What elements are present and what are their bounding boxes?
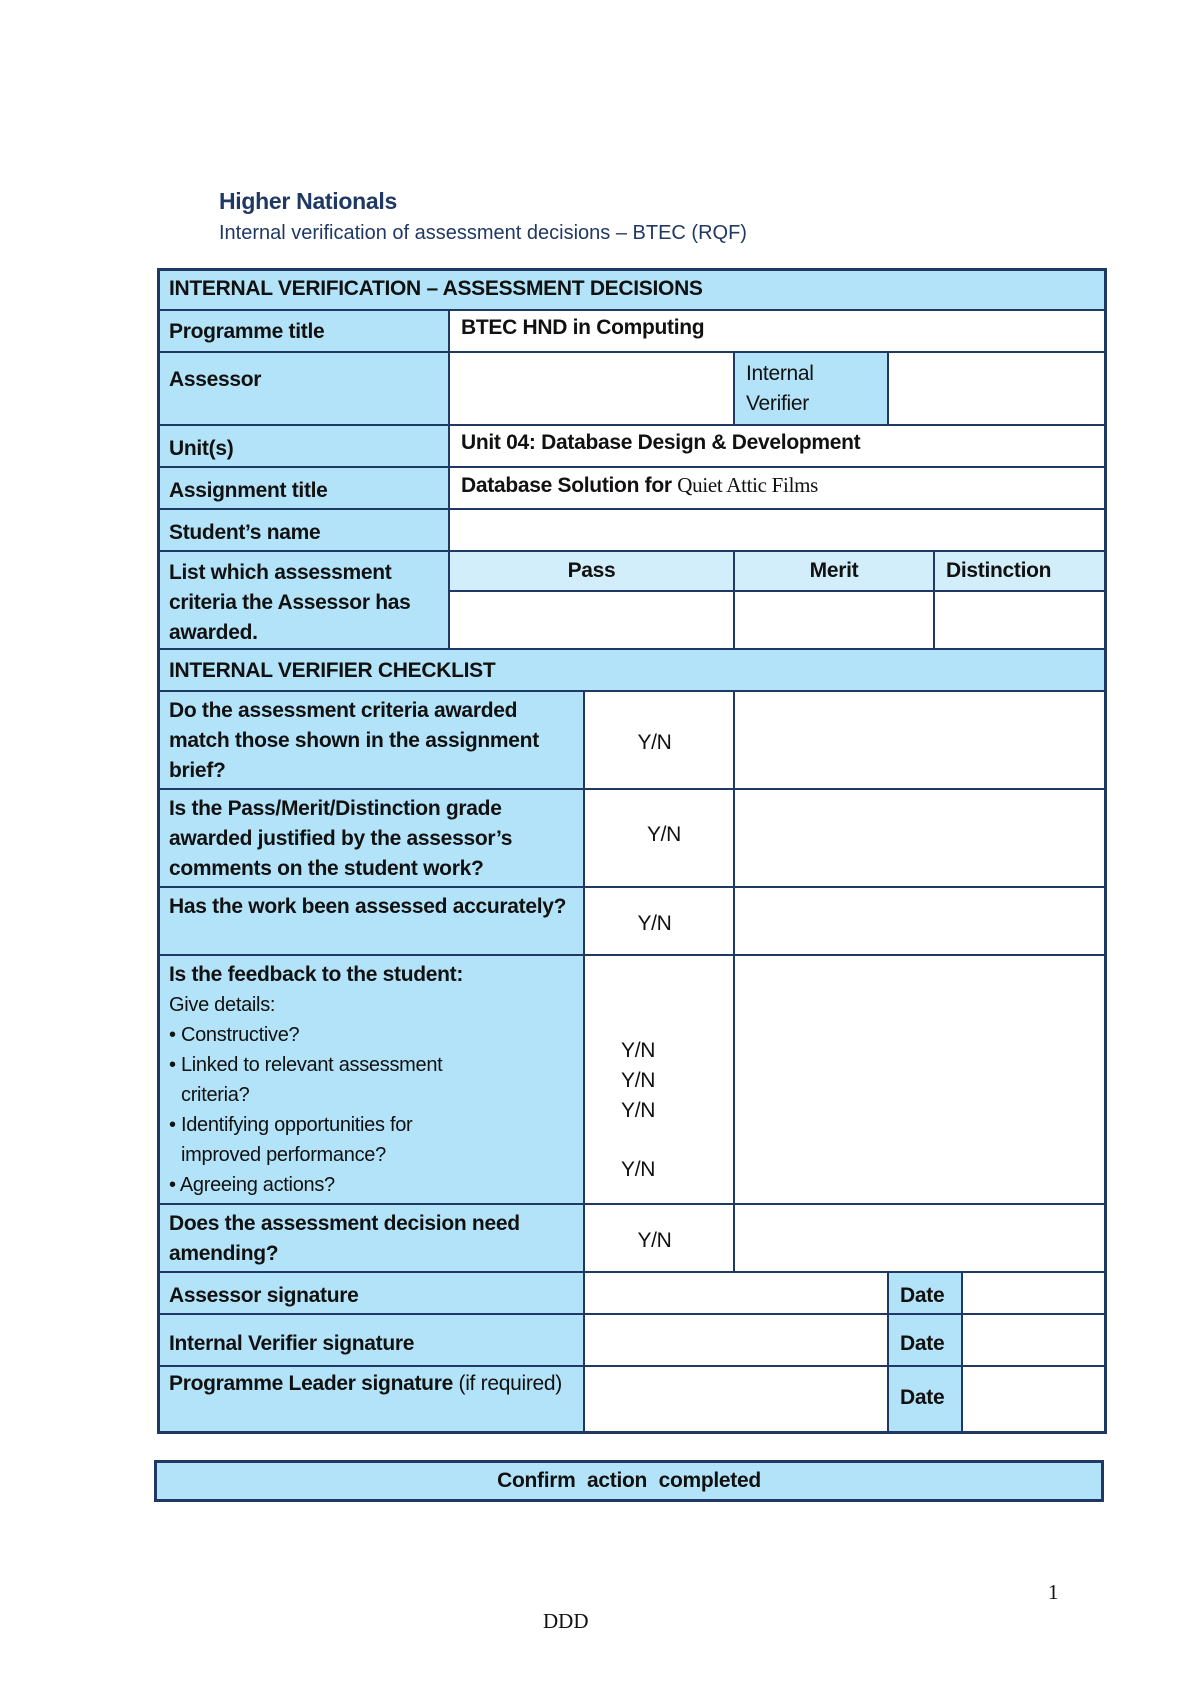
assignment-title-value[interactable] <box>449 467 1107 509</box>
programme-leader-text: Programme Leader signature <box>169 1372 453 1395</box>
checklist-question-criteria-match: Do the assessment criteria awarded match those shown in the assignment brief? <box>157 691 584 789</box>
internal-verifier-signature-field[interactable] <box>584 1314 888 1366</box>
assessor-signature-field[interactable] <box>584 1272 888 1314</box>
internal-verifier-date-field[interactable] <box>962 1314 1107 1366</box>
checklist-question-feedback <box>157 955 584 1204</box>
internal-verifier-signature-label: Internal Verifier signature <box>157 1314 584 1366</box>
programme-leader-signature-label <box>157 1366 584 1434</box>
student-name-label: Student’s name <box>157 509 449 551</box>
units-label: Unit(s) <box>157 425 449 467</box>
page-number: 1 <box>1048 1580 1059 1604</box>
internal-verifier-label: Internal Verifier <box>734 352 888 425</box>
internal-verifier-date-label: Date <box>888 1314 962 1366</box>
header-subtitle: Internal verification of assessment decisions – BTEC (RQF) <box>219 222 747 244</box>
feedback-line-linked: • Linked to relevant assessment <box>169 1054 443 1076</box>
programme-title-value[interactable]: BTEC HND in Computing <box>449 310 1107 352</box>
feedback-line-agreeing: • Agreeing actions? <box>169 1174 335 1196</box>
yn-criteria-match[interactable]: Y/N <box>584 691 734 789</box>
assessor-value[interactable] <box>449 352 734 425</box>
feedback-title: Is the feedback to the student: <box>169 963 464 986</box>
feedback-line-constructive: • Constructive? <box>169 1024 300 1046</box>
footer-text: DDD <box>543 1609 589 1633</box>
programme-leader-date-label: Date <box>888 1366 962 1434</box>
grade-header-merit: Merit <box>734 551 934 591</box>
grade-header-distinction: Distinction <box>934 551 1107 591</box>
checklist-question-grade-justified: Is the Pass/Merit/Distinction grade awarded justified by the assessor’s comments on the student work? <box>157 789 584 887</box>
units-value[interactable]: Unit 04: Database Design & Development <box>449 425 1107 467</box>
verification-table <box>157 268 1107 1434</box>
comment-feedback[interactable] <box>734 955 1107 1204</box>
programme-leader-date-field[interactable] <box>962 1366 1107 1434</box>
assignment-title-suffix: Quiet Attic Films <box>677 473 819 497</box>
yn-amending[interactable]: Y/N <box>584 1204 734 1272</box>
document-header <box>219 186 747 248</box>
grade-value-pass[interactable] <box>449 591 734 649</box>
yn-agreeing[interactable]: Y/N <box>621 1158 656 1181</box>
assessor-signature-label: Assessor signature <box>157 1272 584 1314</box>
grade-value-merit[interactable] <box>734 591 934 649</box>
feedback-line-give-details: Give details: <box>169 994 276 1016</box>
confirm-action-completed[interactable]: Confirm action completed <box>154 1460 1104 1502</box>
yn-constructive[interactable]: Y/N <box>621 1039 656 1062</box>
assessor-date-label: Date <box>888 1272 962 1314</box>
programme-leader-signature-field[interactable] <box>584 1366 888 1434</box>
yn-feedback-group <box>584 955 734 1204</box>
internal-verifier-value[interactable] <box>888 352 1107 425</box>
programme-title-label: Programme title <box>157 310 449 352</box>
checklist-question-amending: Does the assessment decision need amending? <box>157 1204 584 1272</box>
programme-leader-suffix: (if required) <box>452 1372 562 1395</box>
grade-value-distinction[interactable] <box>934 591 1107 649</box>
grade-header-pass: Pass <box>449 551 734 591</box>
comment-criteria-match[interactable] <box>734 691 1107 789</box>
checklist-question-assessed-accurately: Has the work been assessed accurately? <box>157 887 584 955</box>
section-heading-checklist: INTERNAL VERIFIER CHECKLIST <box>157 649 1107 691</box>
assessor-date-field[interactable] <box>962 1272 1107 1314</box>
header-title: Higher Nationals <box>219 188 397 214</box>
comment-amending[interactable] <box>734 1204 1107 1272</box>
assignment-title-prefix: Database Solution for <box>461 474 678 497</box>
section-heading-decisions: INTERNAL VERIFICATION – ASSESSMENT DECISIONS <box>157 268 1107 310</box>
comment-grade-justified[interactable] <box>734 789 1107 887</box>
yn-grade-justified[interactable]: Y/N <box>584 789 734 887</box>
yn-linked[interactable]: Y/N <box>621 1069 656 1092</box>
comment-assessed-accurately[interactable] <box>734 887 1107 955</box>
yn-assessed-accurately[interactable]: Y/N <box>584 887 734 955</box>
assignment-title-label: Assignment title <box>157 467 449 509</box>
yn-identifying[interactable]: Y/N <box>621 1099 656 1122</box>
student-name-value[interactable] <box>449 509 1107 551</box>
feedback-line-criteria: criteria? <box>181 1084 250 1106</box>
feedback-line-identifying: • Identifying opportunities for <box>169 1114 413 1136</box>
criteria-label: List which assessment criteria the Assessor has awarded. <box>157 551 449 649</box>
assessor-label: Assessor <box>157 352 449 425</box>
feedback-line-improved: improved performance? <box>181 1144 386 1166</box>
